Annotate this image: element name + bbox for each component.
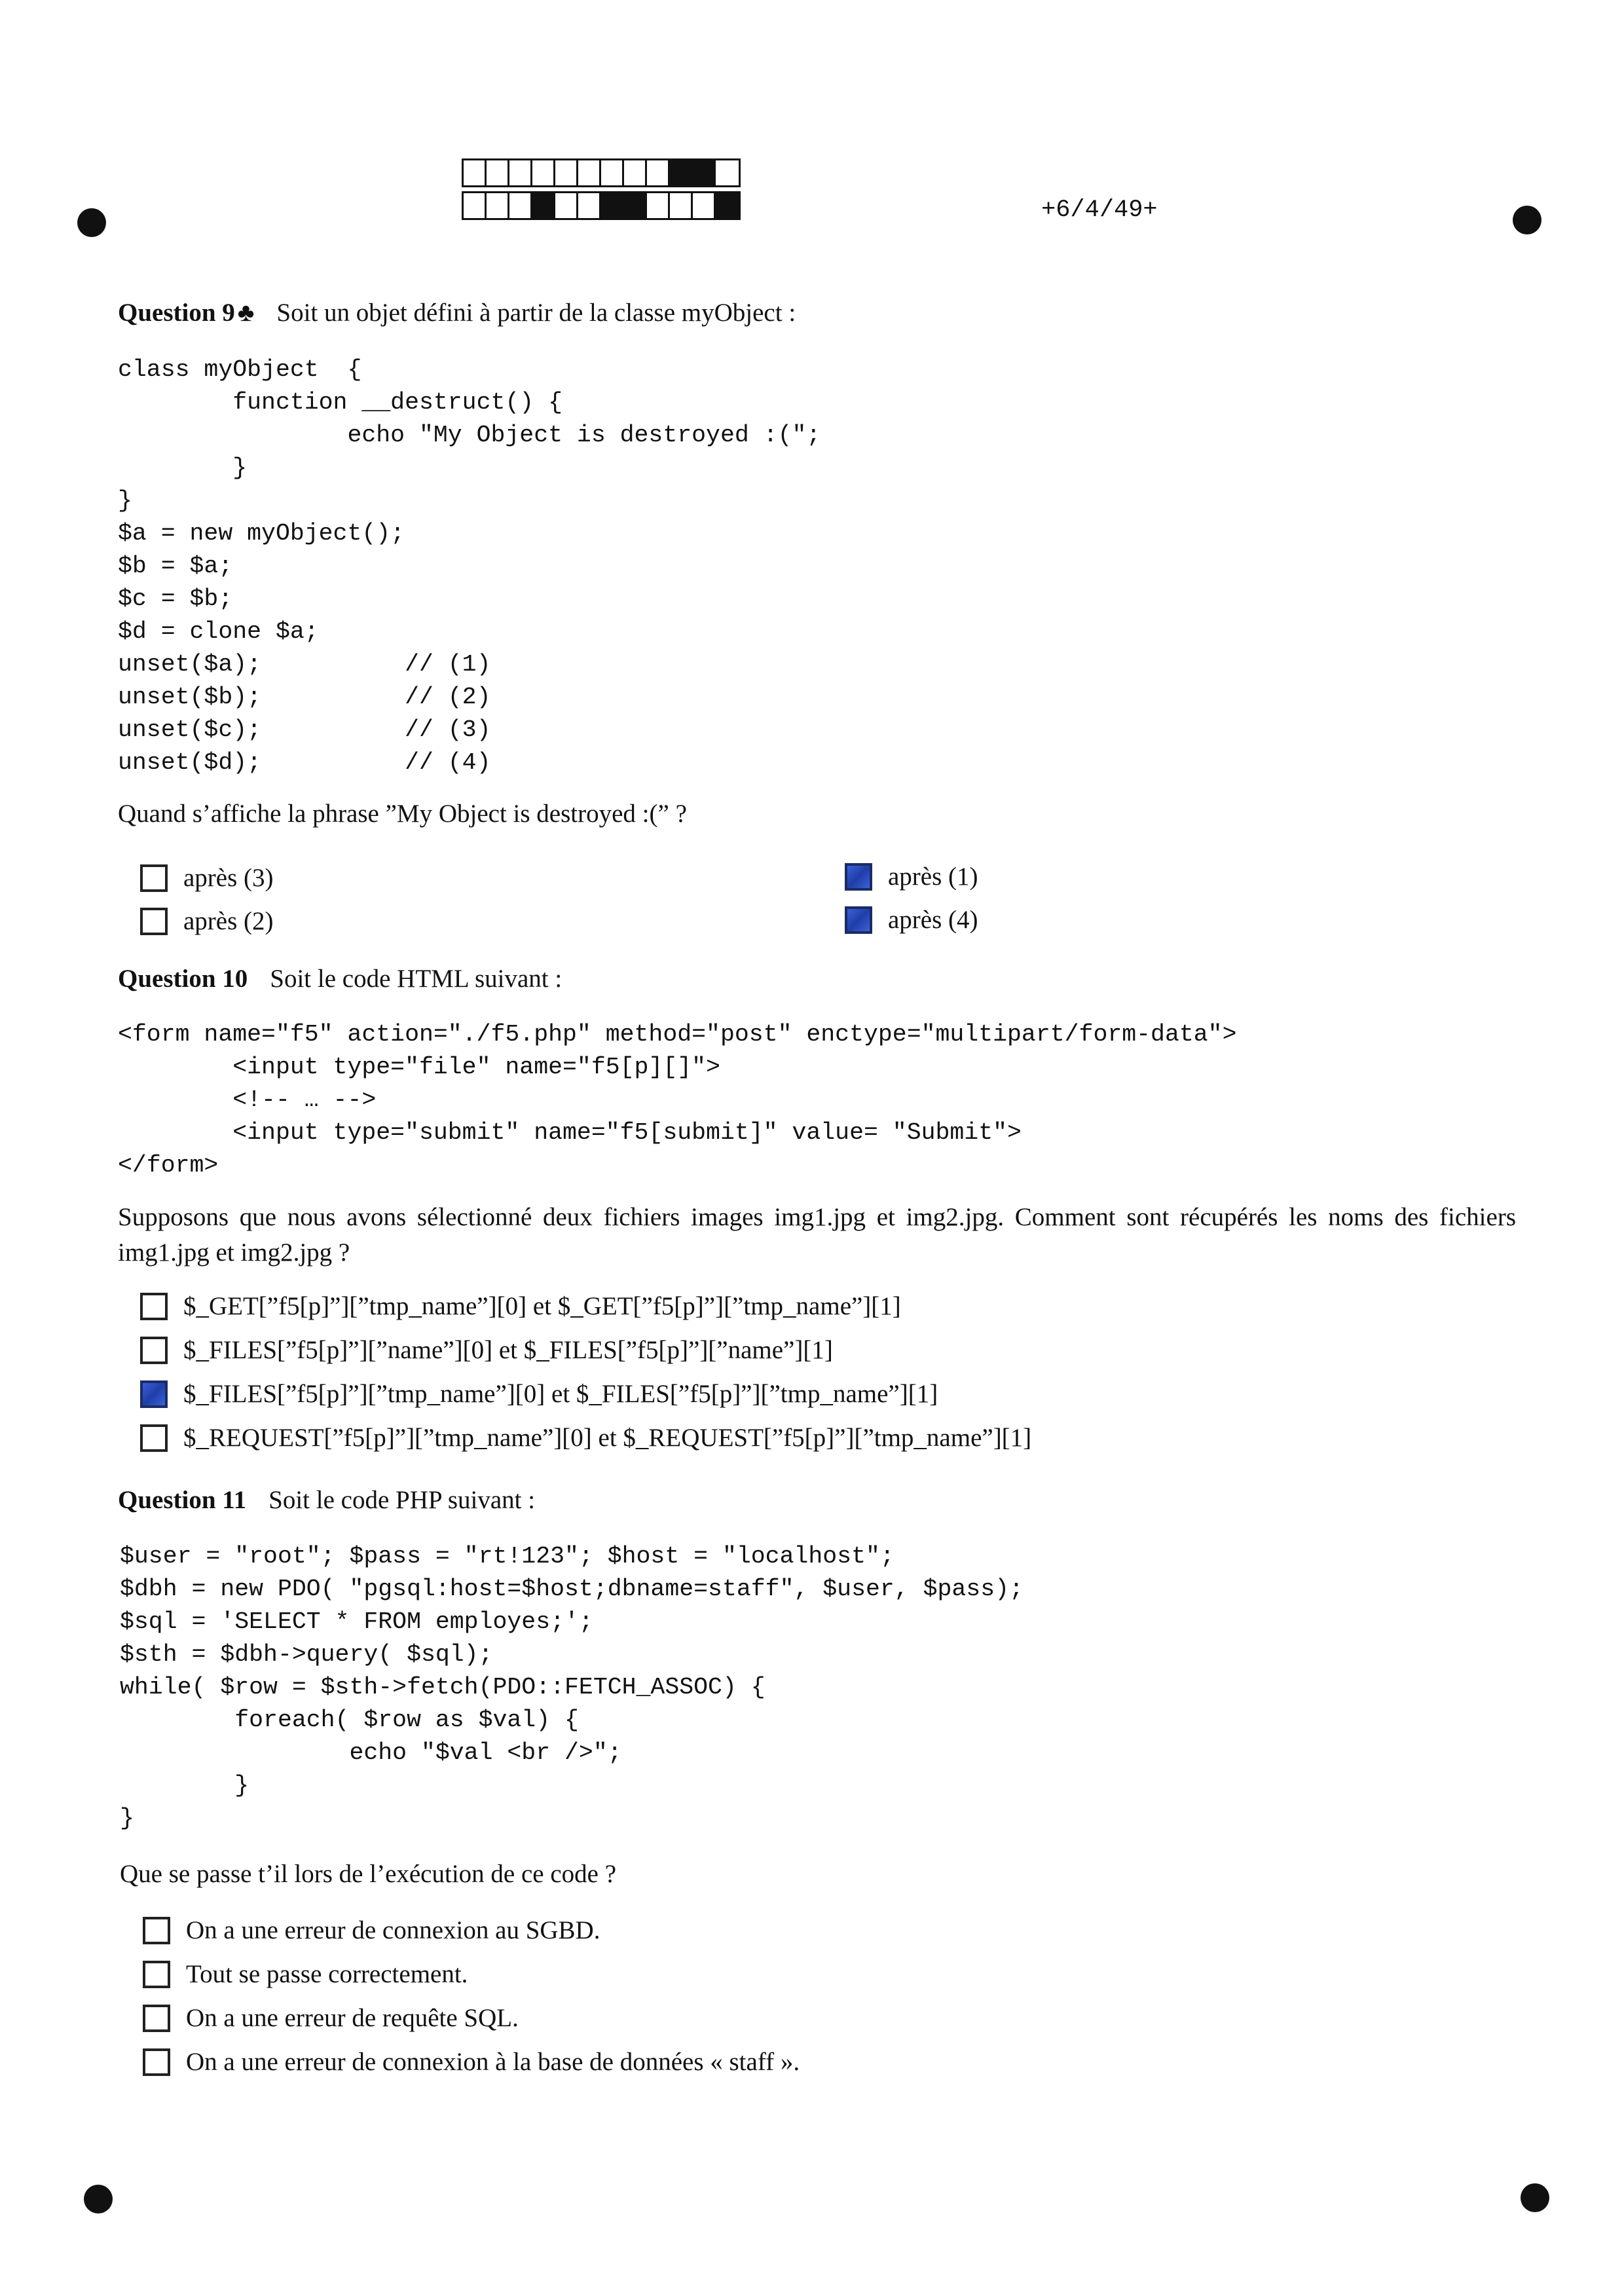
question-10-code: <form name="f5" action="./f5.php" method="post" enctype="multipart/form-data"> <input type="file" name="f5[p][]"> <!-- … --> <input type="submit" name="f5[submit]" value= "Submit"> </form>	[118, 1021, 1237, 1179]
barcode-cell	[578, 193, 601, 218]
q11-checkbox-2[interactable]	[143, 1961, 170, 1988]
barcode-cell	[532, 160, 555, 185]
q11-choice-3[interactable]	[143, 2003, 519, 2033]
question-10-question: Supposons que nous avons sélectionné deux fichiers images img1.jpg et img2.jpg. Comment sont récupérés les noms des fichiers img1.jpg et img2.jpg ?	[118, 1203, 1516, 1267]
barcode-cell	[555, 193, 578, 218]
registration-mark-bottom-right	[1521, 2183, 1549, 2212]
q11-checkbox-3[interactable]	[143, 2005, 170, 2032]
barcode-cell	[670, 160, 693, 185]
q9-checkbox-2[interactable]	[140, 908, 168, 935]
barcode-cell	[509, 193, 532, 218]
barcode-cell	[464, 160, 487, 185]
barcode-row-1	[462, 158, 741, 187]
barcode-cell	[624, 193, 647, 218]
q9-choice-2[interactable]	[140, 906, 274, 936]
question-10-number: Question 10	[118, 965, 248, 993]
question-9-prompt: Soit un objet défini à partir de la classe myObject :	[276, 299, 796, 327]
barcode-cell	[487, 160, 509, 185]
q9-choice-4-label: après (4)	[888, 906, 978, 934]
q9-choice-1-label: après (3)	[183, 864, 274, 892]
registration-mark-top-right	[1513, 206, 1541, 234]
question-11-heading	[118, 1485, 535, 1515]
barcode-cell	[693, 160, 716, 185]
question-9-number: Question 9	[118, 299, 235, 327]
q11-choice-1-label: On a une erreur de connexion au SGBD.	[186, 1916, 600, 1944]
barcode-cell	[555, 160, 578, 185]
q10-choice-3[interactable]	[140, 1379, 938, 1409]
registration-mark-top-left	[77, 208, 106, 237]
q9-choice-4[interactable]	[845, 905, 978, 935]
q11-choice-2-label: Tout se passe correctement.	[186, 1960, 468, 1988]
q9-checkbox-1[interactable]	[140, 864, 168, 892]
question-10-prompt: Soit le code HTML suivant :	[270, 965, 563, 993]
question-9-code: class myObject { function __destruct() { echo "My Object is destroyed :("; } } $a = new myObject(); $b = $a; $c = $b; $d = clone $a; unset($a); // (1) unset($b); // (2) unset($c); // (3) unset($d); // (4)	[118, 356, 821, 776]
q11-choice-4-label: On a une erreur de connexion à la base de données « staff ».	[186, 2048, 800, 2076]
barcode-cell	[532, 193, 555, 218]
q9-choice-1[interactable]	[140, 863, 274, 893]
q9-choice-3-label: après (1)	[888, 862, 978, 891]
q10-choice-2-label: $_FILES[”f5[p]”][”name”][0] et $_FILES[”f5[p]”][”name”][1]	[183, 1336, 833, 1364]
barcode-row-2	[462, 191, 741, 220]
q10-choice-4-label: $_REQUEST[”f5[p]”][”tmp_name”][0] et $_REQUEST[”f5[p]”][”tmp_name”][1]	[183, 1424, 1032, 1452]
barcode-cell	[601, 193, 624, 218]
q10-choice-1[interactable]	[140, 1291, 901, 1321]
exam-id: +6/4/49+	[1041, 196, 1158, 224]
q9-checkbox-4[interactable]	[845, 906, 872, 934]
q10-checkbox-4[interactable]	[140, 1424, 168, 1452]
barcode-cell	[647, 193, 670, 218]
q10-checkbox-1[interactable]	[140, 1293, 168, 1320]
q11-choice-1[interactable]	[143, 1916, 600, 1945]
q10-checkbox-3[interactable]	[140, 1380, 168, 1408]
q9-choice-3[interactable]	[845, 862, 978, 891]
question-10-heading	[118, 964, 562, 993]
q11-checkbox-1[interactable]	[143, 1917, 170, 1944]
barcode-cell	[601, 160, 624, 185]
barcode-cell	[487, 193, 509, 218]
question-11-number: Question 11	[118, 1486, 247, 1514]
q10-choice-3-label: $_FILES[”f5[p]”][”tmp_name”][0] et $_FILES[”f5[p]”][”tmp_name”][1]	[183, 1380, 938, 1408]
question-9-heading	[118, 298, 796, 327]
barcode-cell	[716, 193, 739, 218]
barcode-cell	[464, 193, 487, 218]
question-11-prompt: Soit le code PHP suivant :	[268, 1486, 536, 1514]
q10-choice-4[interactable]	[140, 1423, 1031, 1453]
question-11-question: Que se passe t’il lors de l’exécution de ce code ?	[120, 1860, 617, 1888]
q11-choice-2[interactable]	[143, 1959, 468, 1989]
q11-choice-3-label: On a une erreur de requête SQL.	[186, 2004, 519, 2032]
q9-choice-2-label: après (2)	[183, 907, 274, 935]
barcode-cell	[647, 160, 670, 185]
barcode-cell	[509, 160, 532, 185]
barcode-cell	[624, 160, 647, 185]
registration-mark-bottom-left	[84, 2185, 113, 2213]
q11-checkbox-4[interactable]	[143, 2048, 170, 2076]
q9-checkbox-3[interactable]	[845, 863, 872, 891]
barcode-cell	[578, 160, 601, 185]
barcode-cell	[716, 160, 739, 185]
q10-choice-1-label: $_GET[”f5[p]”][”tmp_name”][0] et $_GET[”f5[p]”][”tmp_name”][1]	[183, 1292, 901, 1320]
question-11-code: $user = "root"; $pass = "rt!123"; $host = "localhost"; $dbh = new PDO( "pgsql:host=$host;dbname=staff", $user, $pass); $sql = 'SELECT * FROM employes;'; $sth = $dbh->query( $sql); while( $row = $sth->fetch(PDO::FETCH_ASSOC) { foreach( $row as $val) { echo "$val <br />"; } }	[120, 1543, 1024, 1832]
q10-checkbox-2[interactable]	[140, 1337, 168, 1364]
q11-choice-4[interactable]	[143, 2047, 800, 2077]
club-icon: ♣	[237, 299, 255, 327]
barcode-cell	[693, 193, 716, 218]
question-9-question: Quand s’affiche la phrase ”My Object is destroyed :(” ?	[118, 800, 687, 828]
barcode-cell	[670, 193, 693, 218]
q10-choice-2[interactable]	[140, 1335, 833, 1365]
